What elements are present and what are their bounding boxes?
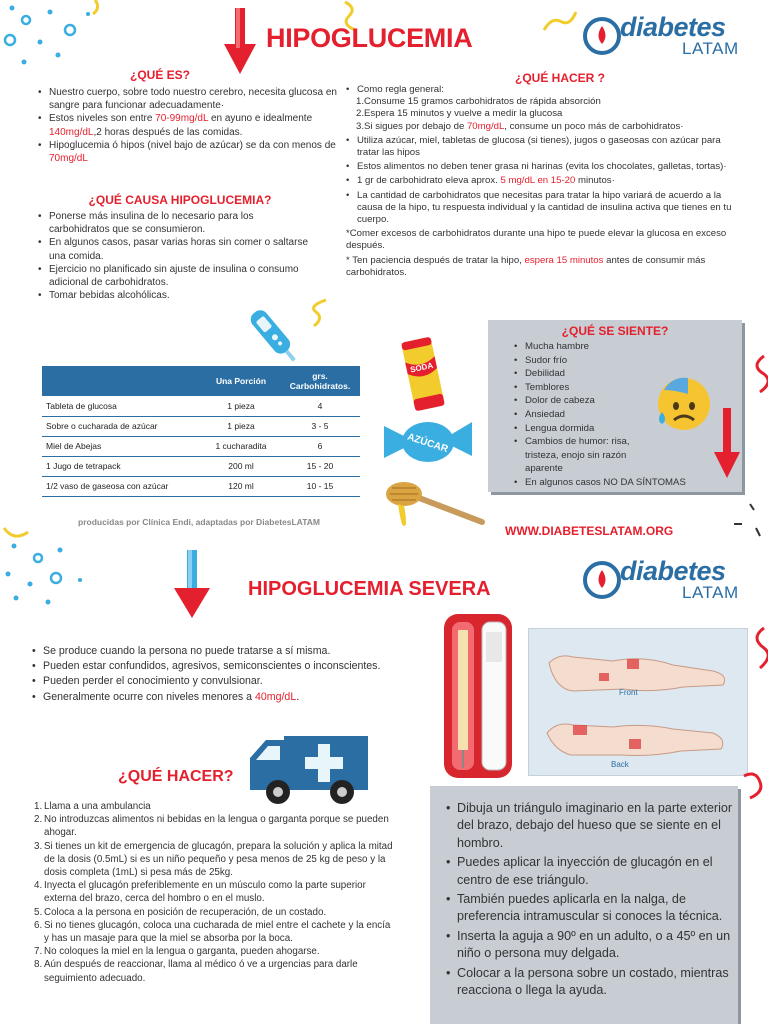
injection-sites-figure bbox=[528, 628, 748, 776]
list-item: • Ejercicio no planificado sin ajuste de insulina o consumo adicional de carbohidratos. bbox=[38, 263, 308, 289]
list-item: • Estos niveles son entre 70-99mg/dL en ayuno e idealmente 140mg/dL,2 horas después de las comidas. bbox=[38, 112, 338, 138]
decor-dashes bbox=[730, 500, 766, 540]
logo-sub: LATAM bbox=[682, 39, 739, 58]
severe-title: HIPOGLUCEMIA SEVERA bbox=[248, 578, 491, 600]
soda-label: SODA bbox=[409, 360, 434, 375]
table-header bbox=[42, 366, 202, 396]
carb-table bbox=[42, 366, 360, 497]
soda-can-icon bbox=[398, 333, 448, 415]
down-arrow-icon-3 bbox=[172, 550, 212, 620]
que-es-heading: ¿QUÉ ES? bbox=[129, 68, 190, 82]
list-item: • También puedes aplicarla en la nalga, de preferencia intramuscular si conoces la técnica. bbox=[446, 891, 736, 926]
que-es-list bbox=[38, 86, 338, 165]
list-item: • En algunos casos NO DA SÍNTOMAS bbox=[514, 476, 714, 490]
decor-squiggle-red bbox=[744, 354, 768, 394]
glucagon-kit-icon bbox=[438, 612, 518, 780]
list-item: • Sudor frío bbox=[514, 354, 714, 368]
list-item: • Debilidad bbox=[514, 367, 714, 381]
website-link[interactable]: WWW.DIABETESLATAM.ORG bbox=[505, 524, 674, 538]
down-arrow-icon-2 bbox=[712, 408, 742, 480]
logo-diabetes-latam bbox=[582, 12, 742, 60]
back-label: Back bbox=[611, 760, 629, 769]
table-row: Tableta de glucosa 1 pieza 4 bbox=[42, 396, 360, 416]
list-item: 5. Coloca a la persona en posición de recuperación, de un costado. bbox=[34, 906, 327, 918]
list-item: • Cambios de humor: risa, tristeza, enojo sin razón aparente bbox=[514, 435, 664, 476]
list-item: 4. Inyecta el glucagón preferiblemente en un músculo como la parte superior externa del brazo, cerca del hombro o en el muslo. bbox=[34, 880, 366, 905]
table-row: 1/2 vaso de gaseosa con azúcar 120 ml 10 - 15 bbox=[42, 476, 360, 496]
list-item: • Ponerse más insulina de lo necesario para los carbohidratos que se consumieron. bbox=[38, 210, 308, 236]
list-item: • Lengua dormida bbox=[514, 422, 714, 436]
logo-word: diabetes bbox=[620, 556, 726, 586]
causa-heading: ¿QUÉ CAUSA HIPOGLUCEMIA? bbox=[88, 193, 272, 207]
ambulance-icon bbox=[246, 728, 370, 808]
list-item: • Tomar bebidas alcohólicas. bbox=[38, 289, 308, 302]
list-item: 7. No coloques la miel en la lengua o garganta, pueden ahogarse. bbox=[34, 946, 320, 958]
decor-squiggle-yellow-4 bbox=[2, 524, 32, 548]
list-item: • En algunos casos, pasar varias horas sin comer o saltarse una comida. bbox=[38, 236, 308, 262]
sweating-face-emoji-icon bbox=[652, 374, 712, 434]
list-item: 8. Aún después de reaccionar, llama al médico ó ve a urgencias para darle seguimiento adecuado. bbox=[34, 959, 358, 984]
list-item: • Dolor de cabeza bbox=[514, 394, 714, 408]
list-item: • Dibuja un triángulo imaginario en la parte exterior del brazo, debajo del hueso que se siente en el hombro. bbox=[446, 800, 736, 852]
decor-squiggle-red-3 bbox=[740, 770, 768, 800]
honey-dipper-icon bbox=[378, 478, 488, 532]
list-item: • Generalmente ocurre con niveles menores a 40mg/dL. bbox=[32, 690, 382, 705]
logo-word: diabetes bbox=[620, 12, 726, 42]
body-front-back-illustration bbox=[529, 629, 749, 777]
list-item: • Mucha hambre bbox=[514, 340, 714, 354]
list-item: • Ansiedad bbox=[514, 408, 714, 422]
sugar-label: AZÚCAR bbox=[405, 431, 450, 456]
list-item: • Hipoglucemia ó hipos (nivel bajo de azúcar) se da con menos de 70mg/dL bbox=[38, 139, 338, 165]
se-siente-heading: ¿QUÉ SE SIENTE? bbox=[561, 324, 669, 338]
list-item: • Colocar a la persona sobre un costado, mientras reacciona o llega la ayuda. bbox=[446, 965, 736, 1000]
list-item: • Pueden perder el conocimiento y convulsionar. bbox=[32, 674, 382, 689]
list-item: 3.Si sigues por debajo de 70mg/dL, consume un poco más de carbohidratos· bbox=[356, 120, 684, 132]
table-row: Sobre o cucharada de azúcar 1 pieza 3 - 5 bbox=[42, 416, 360, 436]
blood-drop-logo-icon bbox=[582, 560, 622, 600]
list-item: 3. Si tienes un kit de emergencia de glucagón, prepara la solución y aplica la mitad de la dosis (0.5mL) si es un niño pequeño y pesa menos de 25 kg de peso y la dosis completa (1mL) si pesa más de 25kg. bbox=[34, 840, 393, 879]
list-item: • 1 gr de carbohidrato eleva aprox. 5 mg/dL en 15-20 minutos· bbox=[346, 175, 742, 187]
note-exceso: *Comer excesos de carbohidratos durante una hipo te puede elevar la glucosa en exceso después. bbox=[346, 228, 727, 252]
list-item: • Se produce cuando la persona no puede tratarse a sí misma. bbox=[32, 644, 382, 659]
list-item: • Temblores bbox=[514, 381, 714, 395]
list-item: • Inserta la aguja a 90º en un adulto, o a 45º en un niño o persona muy delgada. bbox=[446, 928, 736, 963]
severe-que-hacer-heading: ¿QUÉ HACER? bbox=[118, 768, 234, 785]
list-item: 1.Consume 15 gramos carbohidratos de rápida absorción bbox=[356, 96, 601, 108]
injection-instructions-list bbox=[446, 800, 736, 999]
table-header: grs. Carbohidratos. bbox=[280, 366, 360, 396]
list-item: • Nuestro cuerpo, sobre todo nuestro cerebro, necesita glucosa en sangre para funcionar adecuadamente· bbox=[38, 86, 338, 112]
severe-steps bbox=[34, 800, 394, 985]
que-hacer-block bbox=[346, 84, 742, 279]
table-row: 1 Jugo de tetrapack 200 ml 15 - 20 bbox=[42, 456, 360, 476]
list-item: 2.Espera 15 minutos y vuelve a medir la glucosa bbox=[356, 108, 563, 120]
page-title: HIPOGLUCEMIA bbox=[266, 23, 473, 53]
decor-squiggle-yellow-2 bbox=[540, 8, 580, 34]
decor-squiggle-red-2 bbox=[742, 626, 768, 670]
blood-drop-logo-icon bbox=[582, 16, 622, 56]
list-item: 6. Si no tienes glucagón, coloca una cucharada de miel entre el cachete y la encía y has un masaje para que la miel se absorba por la boca. bbox=[34, 919, 391, 945]
list-item: • Puedes aplicar la inyección de glucagón en el centro de ese triángulo. bbox=[446, 854, 736, 889]
list-item: 2. No introduzcas alimentos ni bebidas en la lengua o garganta porque se pueden ahogar. bbox=[34, 814, 389, 839]
table-caption: producidas por Clínica Endi, adaptadas por DiabetesLATAM bbox=[78, 517, 320, 527]
front-label: Front bbox=[619, 688, 638, 697]
que-hacer-steps bbox=[346, 96, 742, 133]
note-paciencia: * Ten paciencia después de tratar la hipo, espera 15 minutos antes de consumir más carbohidratos. bbox=[346, 254, 706, 278]
causa-list bbox=[38, 210, 308, 302]
logo-sub: LATAM bbox=[682, 583, 739, 602]
glucometer-icon bbox=[238, 300, 308, 370]
list-item: • Estos alimentos no deben tener grasa ni harinas (evita los chocolates, galletas, tortas)· bbox=[346, 161, 742, 173]
list-item: • Como regla general: bbox=[346, 84, 742, 96]
logo-diabetes-latam-2 bbox=[582, 556, 742, 604]
severe-list bbox=[32, 644, 382, 705]
decor-dots-mid-left bbox=[0, 540, 110, 610]
list-item: 1. Llama a una ambulancia bbox=[34, 801, 151, 812]
sugar-candy-icon bbox=[380, 408, 476, 472]
table-header: Una Porción bbox=[202, 366, 280, 396]
decor-squiggle-yellow-3 bbox=[310, 298, 334, 328]
down-arrow-icon bbox=[222, 8, 258, 76]
table-row: Miel de Abejas 1 cucharadita 6 bbox=[42, 436, 360, 456]
list-item: • Pueden estar confundidos, agresivos, semiconscientes o inconscientes. bbox=[32, 659, 382, 674]
list-item: • La cantidad de carbohidratos que necesitas para tratar la hipo variará de acuerdo a la causa de la hipo, tu respuesta individual y la cantidad de insulina activa que tienes en tu cuerpo. bbox=[346, 190, 742, 227]
list-item: • Utiliza azúcar, miel, tabletas de glucosa (si tienes), jugos o gaseosas con azúcar para tratar las hipos bbox=[346, 135, 742, 159]
que-hacer-bullets bbox=[346, 135, 742, 226]
que-hacer-heading: ¿QUÉ HACER ? bbox=[515, 71, 605, 85]
